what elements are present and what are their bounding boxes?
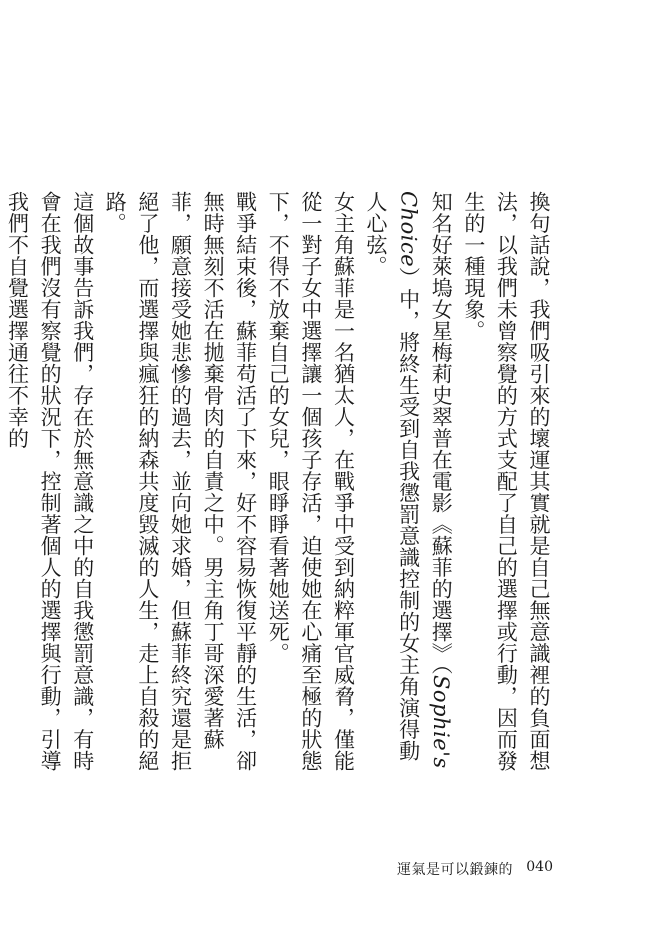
page-number: 040 <box>526 859 553 875</box>
paragraph: 戰爭結束後，蘇菲苟活了下來，好不容易恢復平靜的生活，卻無時無刻不活在拋棄骨肉的自責之中。男主角丁哥深愛著蘇菲，願意接受她悲慘的過去，並向她求婚，但蘇菲終究還是拒絕了他，而選擇與瘋狂的納森共度毀滅的人生，走上自殺的絕路。 <box>103 191 258 772</box>
paragraph: 女主角蘇菲是一名猶太人，在戰爭中受到納粹軍官威脅，僅能從一對子女中選擇讓一個孩子存活，迫使她在心痛至極的狀態下，不得不放棄自己的女兒，眼睜睜看著她送死。 <box>266 191 356 772</box>
body-text <box>1 170 555 780</box>
paragraph <box>359 170 457 780</box>
paragraph: 這個故事告訴我們，存在於無意識之中的自我懲罰意識，有時會在我們沒有察覺的狀況下，控制著個人的選擇與行動，引導我們不自覺選擇通往不幸的 <box>5 191 95 772</box>
paragraph-text: 知名好萊塢女星梅莉史翠普在電影《蘇菲的選擇》（ <box>429 191 454 675</box>
film-english-title: Sophie's Choice <box>396 191 454 769</box>
paragraph-text: ）中，將終生受到自我懲罰意識控制的女主角演得動人心弦。 <box>364 191 421 762</box>
running-title: 運氣是可以鍛鍊的 <box>397 862 513 878</box>
page-footer <box>0 859 663 879</box>
paragraph: 換句話說，我們吸引來的壞運其實就是自己無意識裡的負面想法，以我們未曾察覺的方式支配了自己的選擇或行動，因而發生的一種現象。 <box>461 191 551 772</box>
